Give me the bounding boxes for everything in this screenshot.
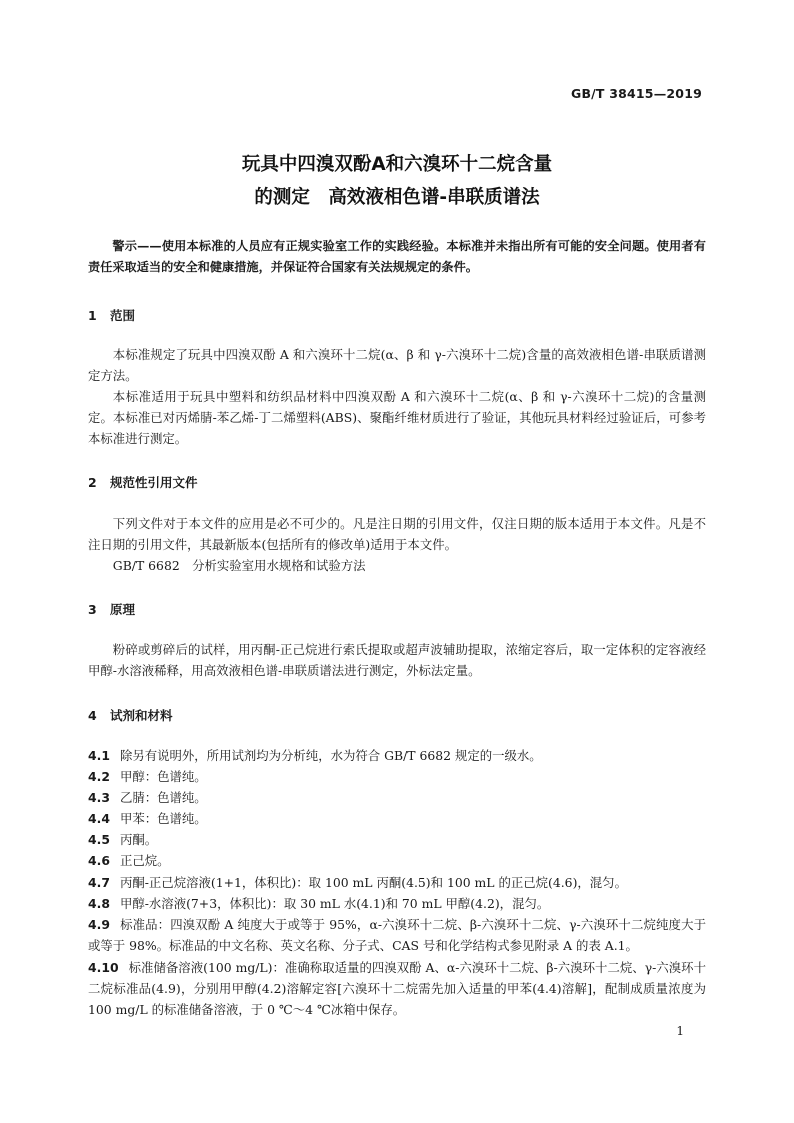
section-number: 2 — [88, 475, 97, 490]
section-title: 原理 — [110, 602, 136, 617]
section-2-paragraph-1: 下列文件对于本文件的应用是必不可少的。凡是注日期的引用文件，仅注日期的版本适用于本文件。凡是不注日期的引用文件，其最新版本(包括所有的修改单)适用于本文件。 — [88, 516, 706, 552]
list-item — [88, 850, 706, 871]
item-text: 甲醇-水溶液(7+3，体积比)：取 30 mL 水(4.1)和 70 mL 甲醇(4.2)，混匀。 — [119, 896, 550, 911]
item-text: 甲苯：色谱纯。 — [119, 811, 207, 826]
list-item — [88, 914, 706, 956]
item-number: 4.7 — [88, 875, 110, 890]
section-3-paragraph-1: 粉碎或剪碎后的试样，用丙酮-正己烷进行索氏提取或超声波辅助提取，浓缩定容后，取一定体积的定容液经甲醇-水溶液稀释，用高效液相色谱-串联质谱法进行测定，外标法定量。 — [88, 642, 706, 678]
section-4-heading — [88, 706, 173, 724]
section-title: 范围 — [110, 308, 136, 323]
list-item — [88, 745, 706, 766]
section-title: 规范性引用文件 — [110, 475, 198, 490]
section-1-paragraph-2: 本标准适用于玩具中塑料和纺织品材料中四溴双酚 A 和六溴环十二烷(α、β 和 γ-六溴环十二烷)的含量测定。本标准已对丙烯腈-苯乙烯-丁二烯塑料(ABS)、聚酯纤维材质进行了验证，其他玩具材料经过验证后，可参考本标准进行测定。 — [88, 389, 706, 446]
section-3-heading — [88, 600, 135, 618]
list-item — [88, 766, 706, 787]
item-text: 丙酮-正己烷溶液(1+1，体积比)：取 100 mL 丙酮(4.5)和 100 mL 的正己烷(4.6)，混匀。 — [119, 875, 627, 890]
item-text: 除另有说明外，所用试剂均为分析纯，水为符合 GB/T 6682 规定的一级水。 — [119, 748, 542, 763]
list-item — [88, 829, 706, 850]
item-number: 4.5 — [88, 832, 110, 847]
section-number: 3 — [88, 602, 97, 617]
list-item — [88, 957, 706, 1020]
item-number: 4.3 — [88, 790, 110, 805]
item-text: 正己烷。 — [119, 853, 170, 868]
list-item — [88, 893, 706, 914]
section-number: 4 — [88, 708, 97, 723]
document-title-line-1: 玩具中四溴双酚A和六溴环十二烷含量 — [241, 154, 553, 175]
section-number: 1 — [88, 308, 97, 323]
item-number: 4.8 — [88, 896, 110, 911]
document-title-line-2: 的测定 高效液相色谱-串联质谱法 — [254, 187, 540, 208]
section-2-heading — [88, 473, 198, 491]
list-item — [88, 872, 706, 893]
item-number: 4.2 — [88, 769, 110, 784]
section-1-heading — [88, 306, 135, 324]
standard-code: GB/T 38415—2019 — [570, 86, 702, 101]
section-title: 试剂和材料 — [110, 708, 173, 723]
item-text: 丙酮。 — [119, 832, 158, 847]
item-number: 4.4 — [88, 811, 110, 826]
list-item — [88, 787, 706, 808]
section-1-paragraph-1: 本标准规定了玩具中四溴双酚 A 和六溴环十二烷(α、β 和 γ-六溴环十二烷)含量的高效液相色谱-串联质谱测定方法。 — [88, 347, 706, 383]
item-text: 标准品：四溴双酚 A 纯度大于或等于 95%，α-六溴环十二烷、β-六溴环十二烷、γ-六溴环十二烷纯度大于或等于 98%。标准品的中文名称、英文名称、分子式、CAS 号和化学结构式参见附录 A 的表 A.1。 — [88, 917, 706, 953]
item-text: 乙腈：色谱纯。 — [119, 790, 207, 805]
item-text: 标准储备溶液(100 mg/L)：准确称取适量的四溴双酚 A、α-六溴环十二烷、β-六溴环十二烷、γ-六溴环十二烷标准品(4.9)，分别用甲醇(4.2)溶解定容[六溴环十二烷需先加入适量的甲苯(4.4)溶解]，配制成质量浓度为 100 mg/L 的标准储备溶液，于 0 ℃～4 ℃冰箱中保存。 — [88, 960, 706, 1017]
list-item — [88, 808, 706, 829]
item-text: 甲醇：色谱纯。 — [119, 769, 207, 784]
item-number: 4.1 — [88, 748, 110, 763]
item-number: 4.9 — [88, 917, 110, 932]
page-number: 1 — [676, 1024, 684, 1038]
normative-reference: GB/T 6682 分析实验室用水规格和试验方法 — [112, 558, 366, 573]
item-number: 4.10 — [88, 960, 119, 975]
safety-warning: 警示——使用本标准的人员应有正规实验室工作的实践经验。本标准并未指出所有可能的安全问题。使用者有责任采取适当的安全和健康措施，并保证符合国家有关法规规定的条件。 — [88, 239, 706, 274]
item-number: 4.6 — [88, 853, 110, 868]
